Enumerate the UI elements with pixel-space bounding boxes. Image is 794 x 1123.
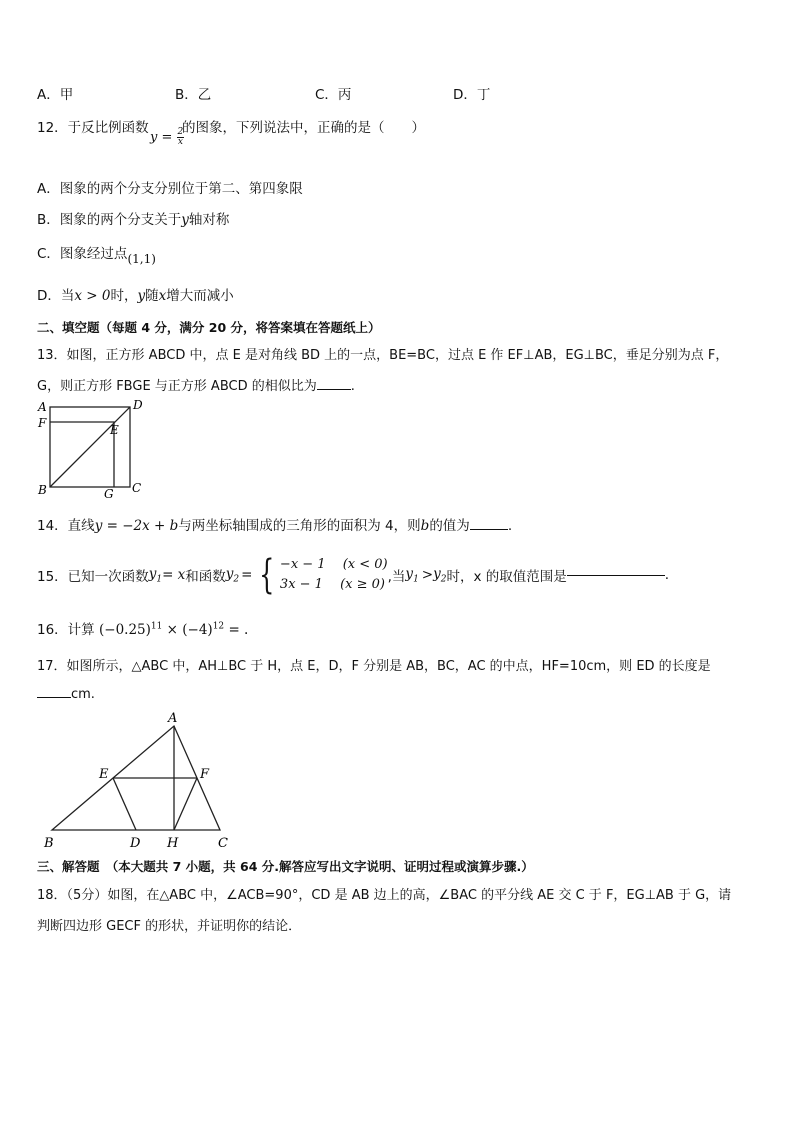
q15-eq1: = x [162, 567, 186, 583]
q14-expr: y = −2x + b [94, 518, 179, 534]
q16-stem [37, 618, 248, 638]
segment-ed [113, 778, 136, 830]
label-c: C [132, 481, 142, 495]
q14-suffix: 的值为 [429, 518, 470, 534]
q12-opt-d-cond: x > 0 [74, 288, 111, 304]
q12-opt-d-suffix: 增大而减小 [166, 288, 234, 304]
q15-eq2: = [241, 567, 253, 583]
q15-cmp-y2: $y_2$ [433, 565, 447, 585]
q15-brace: { [259, 552, 275, 598]
q15-after: 时，x 的取值范围是 [446, 569, 567, 585]
q11-option-c: C．丙 [315, 87, 352, 103]
q14-var: b [420, 518, 430, 534]
label-g: G [104, 487, 114, 501]
diagonal-bd [50, 407, 130, 487]
q17-line1: 17．如图所示，△ABC 中，AH⊥BC 于 H，点 E，D，F 分别是 AB，BC，AC 的中点，HF=10cm，则 ED 的长度是 [37, 659, 711, 674]
q15-stem [37, 552, 669, 598]
q12-option-b [37, 208, 229, 228]
q14-mid: 与两坐标轴围成的三角形的面积为 4，则 [178, 518, 421, 534]
q17-line2 [37, 687, 95, 702]
label-a: A [168, 711, 178, 726]
q17-unit: cm. [71, 687, 95, 702]
q13-answer-blank [317, 389, 351, 390]
segment-fh [174, 778, 197, 830]
q15-mid: 和函数 [185, 569, 226, 585]
label-b: B [38, 483, 47, 497]
q15-y1-var: y [148, 565, 157, 582]
label-f: F [38, 416, 47, 430]
q18-line2: 判断四边形 GECF 的形状，并证明你的结论． [37, 919, 302, 934]
q15-y1 [149, 566, 162, 585]
section3-title: 三、解答题 （本大题共 7 小题，共 64 分.解答应写出文字说明、证明过程或演算步骤.） [37, 859, 534, 874]
q16-times: × [166, 622, 178, 638]
q15-answer-blank [567, 575, 665, 576]
q13-square-figure [34, 397, 154, 501]
q13-line2-text: G，则正方形 FBGE 与正方形 ABCD 的相似比为 [37, 379, 317, 394]
q13-line1: 13．如图，正方形 ABCD 中，点 E 是对角线 BD 上的一点，BE=BC，过点 E 作 EF⊥AB，EG⊥BC，垂足分别为点 F， [37, 348, 729, 363]
q15-when: ,当 [387, 569, 406, 585]
q12-func-lhs: y = [150, 130, 173, 145]
label-a: A [38, 400, 47, 414]
q14-prefix: 14．直线 [37, 518, 95, 534]
q12-option-d [37, 284, 234, 304]
q13-line2 [37, 375, 355, 394]
q14-answer-blank [470, 529, 508, 530]
q11-option-d: D．丁 [453, 87, 491, 103]
q11-option-a: A．甲 [37, 87, 74, 103]
q15-y1-sub: 1 [156, 574, 163, 585]
q12-opt-d-mid2: 随 [145, 288, 159, 304]
q12-stem-prefix: 12．于反比例函数 [37, 120, 149, 136]
q12-opt-d-y: y [137, 288, 146, 304]
q12-opt-d-prefix: D．当 [37, 288, 75, 304]
q12-frac-den: x [177, 137, 183, 147]
q16-base1: (−0.25) [98, 622, 151, 638]
q15-case1: −x − 1 (x < 0) [279, 557, 388, 572]
label-d: D [133, 398, 143, 412]
q16-base2: (−4) [182, 622, 213, 638]
q15-cmp: > [421, 567, 434, 583]
q15-piecewise [254, 552, 388, 598]
label-b: B [44, 836, 54, 851]
q15-y2 [226, 566, 239, 585]
q12-opt-b-suffix: 轴对称 [188, 212, 230, 228]
q15-case2: 3x − 1 (x ≥ 0) [279, 577, 385, 592]
q17-triangle-figure [36, 708, 246, 852]
q12-opt-b-prefix: B．图象的两个分支关于 [37, 212, 182, 228]
q12-frac-num: 2 [177, 127, 184, 137]
q15-cases [280, 555, 388, 595]
q12-stem [37, 116, 149, 136]
label-e: E [110, 423, 119, 437]
section2-title: 二、填空题（每题 4 分，满分 20 分，将答案填在答题纸上） [37, 320, 381, 335]
label-d: D [130, 836, 141, 851]
q16-exp1: 11 [150, 621, 163, 632]
q16-prefix: 16．计算 [37, 622, 95, 638]
q17-answer-blank [37, 697, 71, 698]
q15-prefix: 15．已知一次函数 [37, 569, 149, 585]
q12-option-a: A．图象的两个分支分别位于第二、第四象限 [37, 181, 303, 197]
q12-opt-d-mid1: 时， [110, 288, 138, 304]
label-f: F [200, 767, 210, 782]
q16-suffix: = . [228, 622, 249, 638]
q14-stem [37, 514, 512, 534]
label-c: C [218, 836, 228, 851]
q18-line1: 18．（5分）如图，在△ABC 中，∠ACB=90°，CD 是 AB 边上的高，∠BAC 的平分线 AE 交 C 于 F，EG⊥AB 于 G，请 [37, 888, 732, 903]
label-e: E [99, 767, 109, 782]
q12-opt-c-prefix: C．图象经过点 [37, 246, 128, 262]
q12-opt-b-var: y [181, 212, 189, 228]
q15-cmp-y1: $y_1$ [405, 565, 419, 585]
q13-line2-end: . [350, 379, 355, 394]
label-h: H [167, 836, 179, 851]
q12-function [150, 128, 184, 147]
q15-y2-sub: 2 [233, 574, 240, 585]
q14-end: . [507, 518, 513, 534]
q12-opt-d-x: x [158, 288, 167, 304]
q12-stem-suffix: 的图象，下列说法中，正确的是（ ） [182, 120, 425, 136]
q12-opt-c-point: (1,1) [127, 252, 156, 266]
q12-option-c [37, 242, 156, 266]
q11-option-b: B．乙 [175, 87, 212, 103]
q16-exp2: 12 [212, 621, 225, 632]
q15-end: . [664, 567, 670, 583]
q15-y2-var: y [225, 565, 234, 582]
